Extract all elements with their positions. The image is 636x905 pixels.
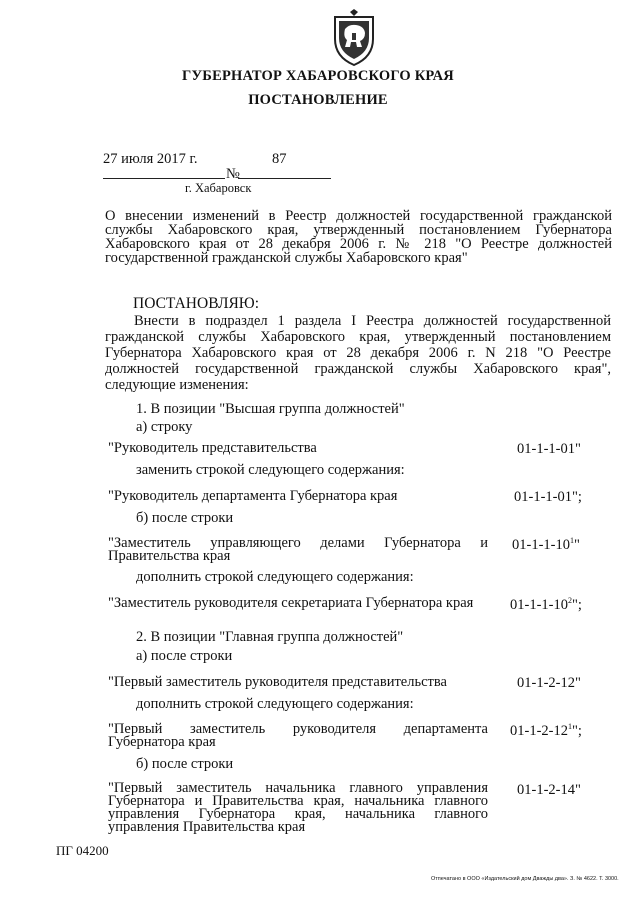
row-2-code: 01-1-1-01"; <box>514 489 582 505</box>
item-1b-label: б) после строки <box>136 510 234 526</box>
row-1-text: "Руководитель представительства <box>108 440 317 456</box>
row-5-code: 01-1-2-12" <box>517 675 581 691</box>
supplement-instruction-2: дополнить строкой следующего содержания: <box>136 696 414 712</box>
document-type-heading: ПОСТАНОВЛЕНИЕ <box>248 92 388 108</box>
row-6-code: $01-1-2-12^1$"; <box>510 722 582 739</box>
form-code: ПГ 04200 <box>56 843 109 858</box>
item-1-heading: 1. В позиции "Высшая группа должностей" <box>136 401 405 417</box>
item-2b-label: б) после строки <box>136 756 234 772</box>
document-date: 27 июля 2017 г. <box>103 151 198 167</box>
item-2-heading: 2. В позиции "Главная группа должностей" <box>136 629 404 645</box>
replace-instruction: заменить строкой следующего содержания: <box>136 462 405 478</box>
row-7-text: "Первый заместитель начальника главного управления Губернатора и Правительства края, начальника главного управления Губернатора края, начальника главного управления Правительства края <box>108 780 488 835</box>
document-title: О внесении изменений в Реестр должностей государственной гражданской службы Хабаровского края, утвержденный постановлением Губернатора Хабаровского края от 28 декабря 2006 г. № 218 "О Реестре должностей государственной гражданской службы Хабаровского края" <box>105 208 612 266</box>
row-2-text: "Руководитель департамента Губернатора края <box>108 488 398 504</box>
row-4-code: $01-1-1-10^2$"; <box>510 596 582 613</box>
printer-imprint: Отпечатано в ООО «Издательский дом Дважды два». З. № 4622. Т. 3000. <box>431 876 619 882</box>
row-3-code: $01-1-1-10^1$" <box>512 536 580 553</box>
row-5-text: "Первый заместитель руководителя представительства <box>108 674 447 690</box>
item-1a-label: а) строку <box>136 419 193 435</box>
item-2a-label: а) после строки <box>136 648 233 664</box>
resolve-word: ПОСТАНОВЛЯЮ: <box>133 295 260 312</box>
number-underline <box>238 178 331 179</box>
date-underline <box>103 178 225 179</box>
document-number: 87 <box>272 151 287 167</box>
supplement-instruction: дополнить строкой следующего содержания: <box>136 569 414 585</box>
city-label: г. Хабаровск <box>185 181 252 195</box>
row-1-code: 01-1-1-01" <box>517 441 581 457</box>
row-4-text: "Заместитель руководителя секретариата Губернатора края <box>108 595 474 611</box>
intro-paragraph: Внести в подраздел 1 раздела I Реестра должностей государственной гражданской службы Хабаровского края, утвержденный постановлением Губернатора Хабаровского края от 28 декабря 2006 г. N 218 "О Реестре должностей государственной гражданской службы Хабаровского края", следующие изменения: <box>105 313 611 393</box>
authority-heading: ГУБЕРНАТОР ХАБАРОВСКОГО КРАЯ <box>182 68 454 84</box>
coat-of-arms-emblem <box>329 7 379 67</box>
row-3-text: "Заместитель управляющего делами Губернатора и Правительства края <box>108 535 488 564</box>
row-6-text: "Первый заместитель руководителя департамента Губернатора края <box>108 721 488 750</box>
number-sign: № <box>226 166 240 182</box>
row-7-code: 01-1-2-14" <box>517 782 581 798</box>
